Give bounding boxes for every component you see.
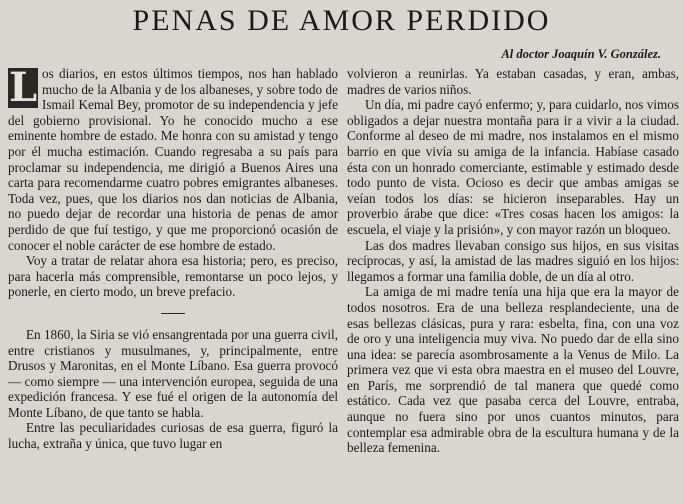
left-column bbox=[8, 66, 338, 452]
paragraph-6: Un día, mi padre cayó enfermo; y, para cuidarlo, nos vimos obligados a dejar nuestra montaña para ir a vivir a la ciudad. Conforme al deseo de mi madre, nos instalamos en el mismo barrio en que vivía su amiga de la infancia. Habíase casado ésta con un honrado comerciante, estimable y estimado desde todo punto de vista. Ocioso es decir que ambas amigas se veían todos los días: se hicieron inseparables. Hay un proverbio árabe que dice: «Tres cosas hacen los amigos: la escuela, el viaje y la prisión», y con mayor razón un bloqueo. bbox=[347, 97, 679, 237]
dedication: Al doctor Joaquín V. González. bbox=[501, 47, 661, 61]
paragraph-5: volvieron a reunirlas. Ya estaban casadas, y eran, ambas, madres de varios niños. bbox=[347, 66, 679, 97]
paragraph-1-text: os diarios, en estos últimos tiempos, nos han hablado mucho de la Albania y de los albaneses, y sobre todo de Ismail Kemal Bey, promotor de su independencia y jefe del gobierno provisional. Yo he conocido mucho a ese eminente hombre de estado. Me honra con su amistad y tengo por él mucha estimación. Cuando regresaba a su país para proclamar su independencia, me dirigió a Buenos Aires una carta para recomendarme cuatro pobres emigrantes albaneses. Toda vez, pues, que los diarios nos dan noticias de Albania, no puedo dejar de recordar una historia de penas de amor perdido de que fuí testigo, y que me proporcionó ocasión de conocer el noble carácter de ese hombre de estado. bbox=[8, 66, 338, 253]
paragraph-8: La amiga de mi madre tenía una hija que era la mayor de todos nosotros. Era de una belleza resplandeciente, una de esas bellezas clásicas, pura y rara: esbelta, fina, con una voz de oro y una inteligencia muy viva. No puedo dar de ella sino una idea: se parecía asombrosamente a la Venus de Milo. La primera vez que vi esta obra maestra en el museo del Louvre, en París, me sorprendió de tal manera que quedé como estático. Cada vez que pasaba cerca del Louvre, entraba, aunque no fuera sino por unos cuantos minutos, para contemplar esa admirable obra de la escultura humana y de la belleza femenina. bbox=[347, 284, 679, 456]
paragraph-3: En 1860, la Siria se vió ensangrentada por una guerra civil, entre cristianos y musulmanes, y, principalmente, entre Drusos y Maronitas, en el Monte Líbano. Esa guerra provocó — como siempre — una intervención europea, seguida de una expedición francesa. Y ese fué el origen de la autonomía del Monte Líbano, de que tanto se habla. bbox=[8, 326, 339, 420]
drop-cap: L bbox=[8, 64, 38, 111]
right-column bbox=[347, 66, 679, 456]
paragraph-1 bbox=[8, 66, 338, 253]
section-separator bbox=[161, 313, 185, 314]
paragraph-4: Entre las peculiaridades curiosas de esa guerra, figuró la lucha, extraña y única, que tuvo lugar en bbox=[8, 420, 338, 452]
page-title: PENAS DE AMOR PERDIDO bbox=[132, 4, 551, 37]
paragraph-7: Las dos madres llevaban consigo sus hijos, en sus visitas recíprocas, y así, la amistad de las madres siguió en los hijos: llegamos a formar una familia doble, de un día al otro. bbox=[347, 237, 679, 284]
paragraph-2: Voy a tratar de relatar ahora esa historia; pero, es preciso, para hacerla más comprensible, remontarse un poco lejos, y ponerle, en cierto modo, un breve prefacio. bbox=[8, 253, 338, 300]
